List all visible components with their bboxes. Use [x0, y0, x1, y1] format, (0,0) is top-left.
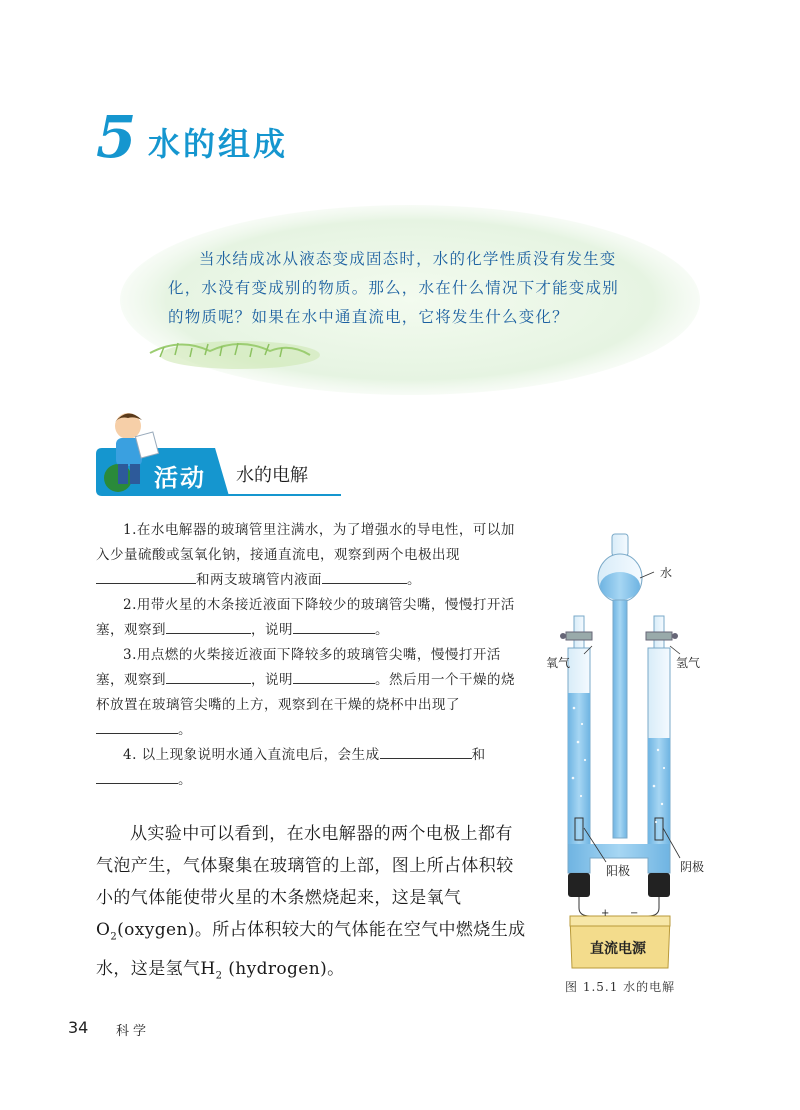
answer-blank[interactable]: [96, 569, 196, 584]
body-text-2: (oxygen)。所占体积较大的气体能在空气中燃烧生成水，这是氢气H: [96, 920, 526, 980]
body-text-1: 从实验中可以看到，在水电解器的两个电极上都有气泡产生，气体聚集在玻璃管的上部，图上所占体积较小的气体能使带火星的木条燃烧起来，这是氧气O: [96, 824, 514, 940]
intro-paragraph: 当水结成冰从液态变成固态时，水的化学性质没有发生变化，水没有变成别的物质。那么，水在什么情况下才能变成别的物质呢？如果在水中通直流电，它将发生什么变化？: [168, 250, 619, 326]
step-1-text-c: 。: [407, 572, 421, 588]
step-1: [96, 518, 524, 593]
step-4: [96, 743, 524, 793]
step-4-text: 4. 以上现象说明水通入直流电后，会生成: [123, 747, 380, 763]
step-4-text-c: 。: [178, 772, 192, 788]
answer-blank[interactable]: [166, 669, 251, 684]
step-3: [96, 643, 524, 743]
step-3-text: 3.用点燃的火柴接近液面下降较多的玻璃管尖嘴，慢慢打开活塞，观察到: [96, 647, 501, 688]
answer-blank[interactable]: [96, 769, 178, 784]
label-water: 水: [660, 566, 673, 580]
answer-blank[interactable]: [293, 669, 375, 684]
label-minus: −: [630, 908, 639, 919]
step-3-text-b: ，说明: [251, 672, 293, 688]
activity-steps: [96, 518, 524, 793]
step-3-text-d: 。: [178, 722, 192, 738]
step-1-text-b: 和两支玻璃管内液面: [196, 572, 322, 588]
answer-blank[interactable]: [96, 719, 178, 734]
electrolysis-figure: [540, 528, 720, 978]
label-plus: +: [601, 908, 610, 919]
activity-title: 水的电解: [236, 465, 308, 486]
answer-blank[interactable]: [166, 619, 251, 634]
step-2-text-c: 。: [375, 622, 389, 638]
chapter-title: 水的组成: [148, 125, 289, 163]
label-power-supply: 直流电源: [590, 941, 646, 957]
step-1-text: 1.在水电解器的玻璃管里注满水，为了增强水的导电性，可以加入少量硫酸或氢氧化钠，接通直流电，观察到两个电极出现: [96, 522, 515, 563]
subject-label: 科学: [116, 1024, 151, 1039]
label-hydrogen: 氢气: [676, 656, 701, 670]
h2-subscript: 2: [215, 970, 223, 982]
figure-caption: 图 1.5.1 水的电解: [565, 980, 676, 994]
answer-blank[interactable]: [380, 744, 472, 759]
step-3-text-c: 。然后用一个干燥的烧杯放置在玻璃管尖嘴的上方，观察到在干燥的烧杯中出现了: [96, 672, 515, 713]
chapter-number: 5: [96, 103, 137, 171]
label-cathode: 阴极: [680, 860, 705, 874]
step-2-text-b: ，说明: [251, 622, 293, 638]
step-2-text: 2.用带火星的木条接近液面下降较少的玻璃管尖嘴，慢慢打开活塞，观察到: [96, 597, 515, 638]
page-number: 34: [68, 1018, 89, 1037]
body-text-3: (hydrogen)。: [222, 959, 345, 980]
activity-label: 活动: [154, 464, 206, 492]
label-oxygen: 氧气: [546, 656, 571, 670]
answer-blank[interactable]: [293, 619, 375, 634]
body-paragraph: [96, 818, 528, 993]
step-2: [96, 593, 524, 643]
step-4-text-b: 和: [471, 747, 486, 763]
label-anode: 阳极: [606, 864, 631, 878]
o2-subscript: 2: [110, 931, 118, 943]
answer-blank[interactable]: [322, 569, 407, 584]
